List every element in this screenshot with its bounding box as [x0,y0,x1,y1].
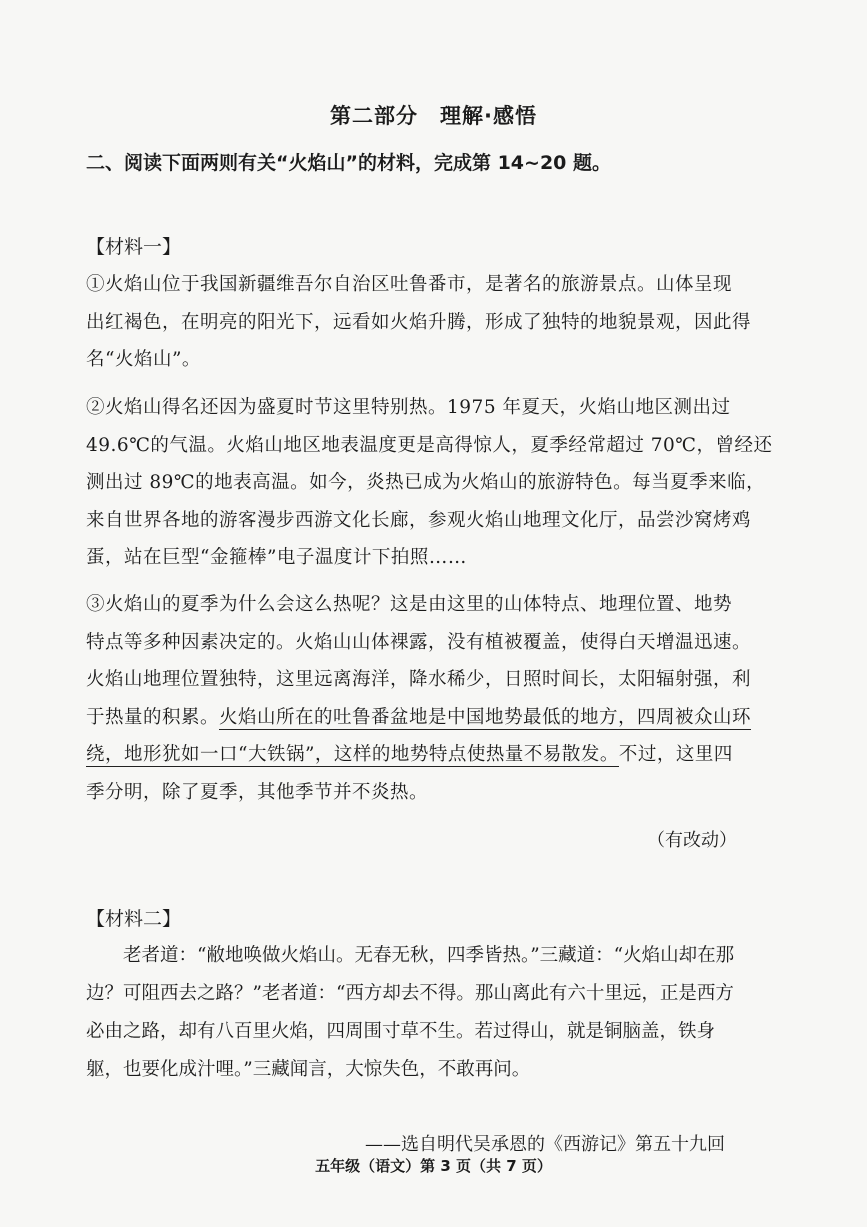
material-two-heading: 【材料二】 [86,908,182,930]
text-line: 49.6℃的气温。火焰山地区地表温度更是高得惊人，夏季经常超过 70℃，曾经还 [86,434,773,456]
text-line: ①火焰山位于我国新疆维吾尔自治区吐鲁番市，是著名的旅游景点。山体呈现 [86,274,733,295]
text-line: ③火焰山的夏季为什么会这么热呢？这是由这里的山体特点、地理位置、地势 [86,594,733,615]
material-one-paragraph-2 [86,389,773,577]
plain-text: 于热量的积累。 [86,706,220,728]
text-line: 名“火焰山”。 [86,349,201,370]
material-one-paragraph-1 [86,266,752,379]
revision-note: （有改动） [647,830,737,851]
text-line: 测出过 89℃的地表高温。如今，炎热已成为火焰山的旅游特色。每当夏季来临， [86,472,766,493]
text-line: 老者道：“敝地唤做火焰山。无春无秋，四季皆热。”三藏道：“火焰山却在那 [86,945,735,966]
text-line [86,699,752,737]
material-two-passage [86,937,736,1089]
text-line: 火焰山地理位置独特，这里远离海洋，降水稀少，日照时间长，太阳辐射强，利 [86,669,752,690]
text-line: 季分明，除了夏季，其他季节并不炎热。 [86,781,429,803]
material-one-paragraph-3 [86,586,752,811]
part-title: 第二部分 理解·感悟 [330,104,537,128]
text-line: 来自世界各地的游客漫步西游文化长廊，参观火焰山地理文化厅，品尝沙窝烤鸡 [86,509,752,531]
page-footer: 五年级（语文）第 3 页（共 7 页） [315,1157,552,1175]
text-line: 躯，也要化成汁哩。”三藏闻言，大惊失色，不敢再问。 [86,1059,531,1080]
text-line: 特点等多种因素决定的。火焰山山体裸露，没有植被覆盖，使得白天增温迅速。 [86,631,752,653]
text-line: 出红褐色，在明亮的阳光下，远看如火焰升腾，形成了独特的地貌景观，因此得 [86,311,752,333]
text-line: 蛋，站在巨型“金箍棒”电子温度计下拍照…… [86,547,467,568]
text-line: ②火焰山得名还因为盛夏时节这里特别热。1975 年夏天，火焰山地区测出过 [86,397,731,418]
underlined-sentence: 绕，地形犹如一口“大铁锅”，这样的地势特点使热量不易散发。 [86,744,619,765]
underlined-sentence: 火焰山所在的吐鲁番盆地是中国地势最低的地方，四周被众山环 [219,706,752,728]
plain-text: 不过，这里四 [618,744,733,765]
source-attribution: ——选自明代吴承恩的《西游记》第五十九回 [365,1134,725,1155]
text-line: 边？可阻西去之路？”老者道：“西方却去不得。那山离此有六十里远，正是西方 [86,983,734,1004]
material-one-heading: 【材料一】 [86,236,182,258]
text-line [86,736,736,774]
text-line: 必由之路，却有八百里火焰，四周围寸草不生。若过得山，就是铜脑盖，铁身 [86,1021,716,1042]
question-instruction: 二、阅读下面两则有关“火焰山”的材料，完成第 14~20 题。 [86,152,612,174]
